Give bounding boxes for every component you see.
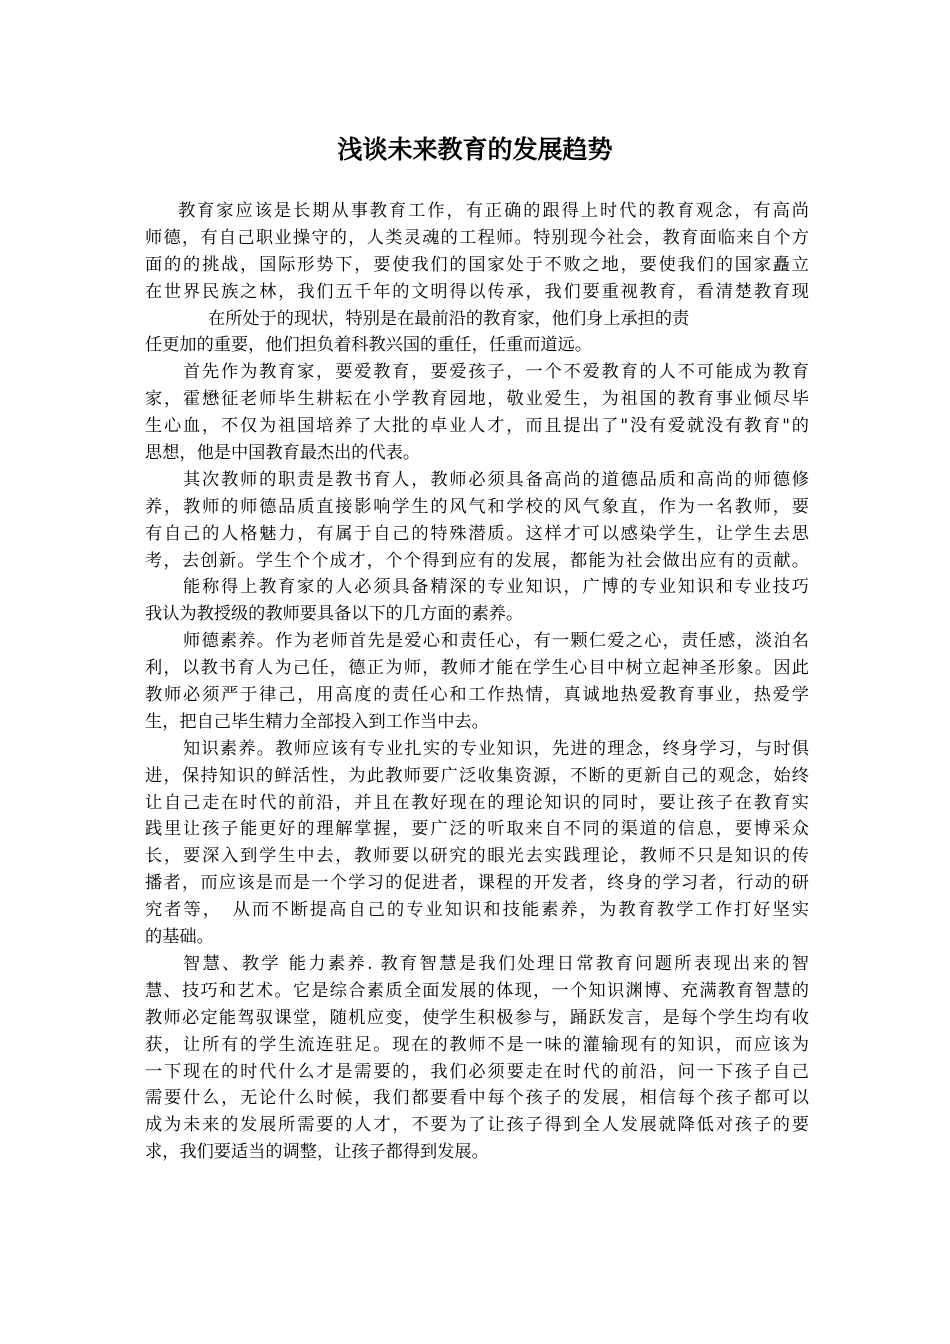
text-line: 养，教师的师德品质直接影响学生的风气和学校的风气象直，作为一名教师，要 (145, 496, 809, 517)
text-line: 长，要深入到学生中去，教师要以研究的眼光去实践理论，教师不只是知识的传 (145, 846, 809, 867)
text-line: 生，把自己毕生精力全部投入到工作当中去。 (145, 711, 489, 732)
text-line: 师德，有自己职业操守的，人类灵魂的工程师。特别现今社会，教育面临来自个方 (145, 227, 809, 248)
text-line: 面的的挑战，国际形势下，要使我们的国家处于不败之地，要使我们的国家矗立 (145, 254, 809, 275)
text-line: 求，我们要适当的调整，让孩子都得到发展。 (145, 1142, 489, 1163)
text-line: 践里让孩子能更好的理解掌握，要广泛的听取来自不同的渠道的信息，要博采众 (145, 819, 809, 840)
text-line: 获，让所有的学生流连驻足。现在的教师不是一味的灌输现有的知识，而应该为 (145, 1034, 809, 1055)
text-line: 的基础。 (145, 927, 214, 948)
text-line: 播者，而应该是而是一个学习的促进者，课程的开发者，终身的学习者，行动的研 (145, 873, 809, 894)
text-line: 教师必须严于律己，用高度的责任心和工作热情，真诚地热爱教育事业，热爱学 (145, 685, 809, 706)
text-line: 能称得上教育家的人必须具备精深的专业知识，广博的专业知识和专业技巧 (183, 577, 809, 598)
text-line: 首先作为教育家，要爱教育，要爱孩子，一个不爱教育的人不可能成为教育 (183, 362, 809, 383)
text-line: 其次教师的职责是教书育人，教师必须具备高尚的道德品质和高尚的师德修 (183, 469, 809, 490)
text-line: 家，霍懋征老师毕生耕耘在小学教育园地，敬业爱生，为祖国的教育事业倾尽毕 (145, 389, 809, 410)
text-line: 生心血，不仅为祖国培养了大批的卓业人才，而且提出了"没有爱就没有教育"的 (145, 416, 809, 437)
text-line: 一下现在的时代什么才是需要的，我们必须要走在时代的前沿，问一下孩子自己 (145, 1061, 809, 1082)
text-line: 利，以教书育人为己任，德正为师，教师才能在学生心目中树立起神圣形象。因此 (145, 658, 809, 679)
text-line: 知识素养。教师应该有专业扎实的专业知识，先进的理念，终身学习，与时俱 (183, 738, 809, 759)
text-line: 究者等， 从而不断提高自己的专业知识和技能素养，为教育教学工作打好坚实 (145, 900, 809, 921)
text-line: 智慧、教学 能力素养. 教育智慧是我们处理日常教育问题所表现出来的智 (183, 953, 809, 974)
document-title: 浅谈未来教育的发展趋势 (337, 135, 613, 164)
text-line: 师德素养。作为老师首先是爱心和责任心，有一颗仁爱之心，责任感，淡泊名 (183, 631, 809, 652)
text-line: 教育家应该是长期从事教育工作，有正确的跟得上时代的教育观念，有高尚 (178, 201, 809, 221)
text-line: 任更加的重要，他们担负着科教兴国的重任，任重而道远。 (145, 335, 592, 356)
text-line: 我认为教授级的教师要具备以下的几方面的素养。 (145, 604, 524, 625)
text-line: 在世界民族之林，我们五千年的文明得以传承，我们要重视教育，看清楚教育现 (145, 281, 809, 302)
text-line: 让自己走在时代的前沿，并且在教好现在的理论知识的同时，要让孩子在教育实 (145, 792, 809, 813)
text-line: 考，去创新。学生个个成才，个个得到应有的发展，都能为社会做出应有的贡献。 (145, 550, 809, 571)
text-line: 进，保持知识的鲜活性，为此教师要广泛收集资源，不断的更新自己的观念，始终 (145, 765, 809, 786)
text-line: 教师必定能驾驭课堂，随机应变，使学生积极参与，踊跃发言，是每个学生均有收 (145, 1007, 809, 1028)
text-line: 需要什么，无论什么时候，我们都要看中每个孩子的发展，相信每个孩子都可以 (145, 1088, 809, 1109)
text-line: 成为未来的发展所需要的人才，不要为了让孩子得到全人发展就降低对孩子的要 (145, 1115, 809, 1136)
text-line: 思想，他是中国教育最杰出的代表。 (145, 443, 421, 464)
text-line: 有自己的人格魅力，有属于自己的特殊潜质。这样才可以感染学生，让学生去思 (145, 523, 809, 544)
text-line: 在所处于的现状，特别是在最前沿的教育家，他们身上承担的责 (208, 308, 690, 329)
document-body (145, 198, 809, 1166)
text-line: 慧、技巧和艺术。它是综合素质全面发展的体现，一个知识渊博、充满教育智慧的 (145, 980, 809, 1001)
